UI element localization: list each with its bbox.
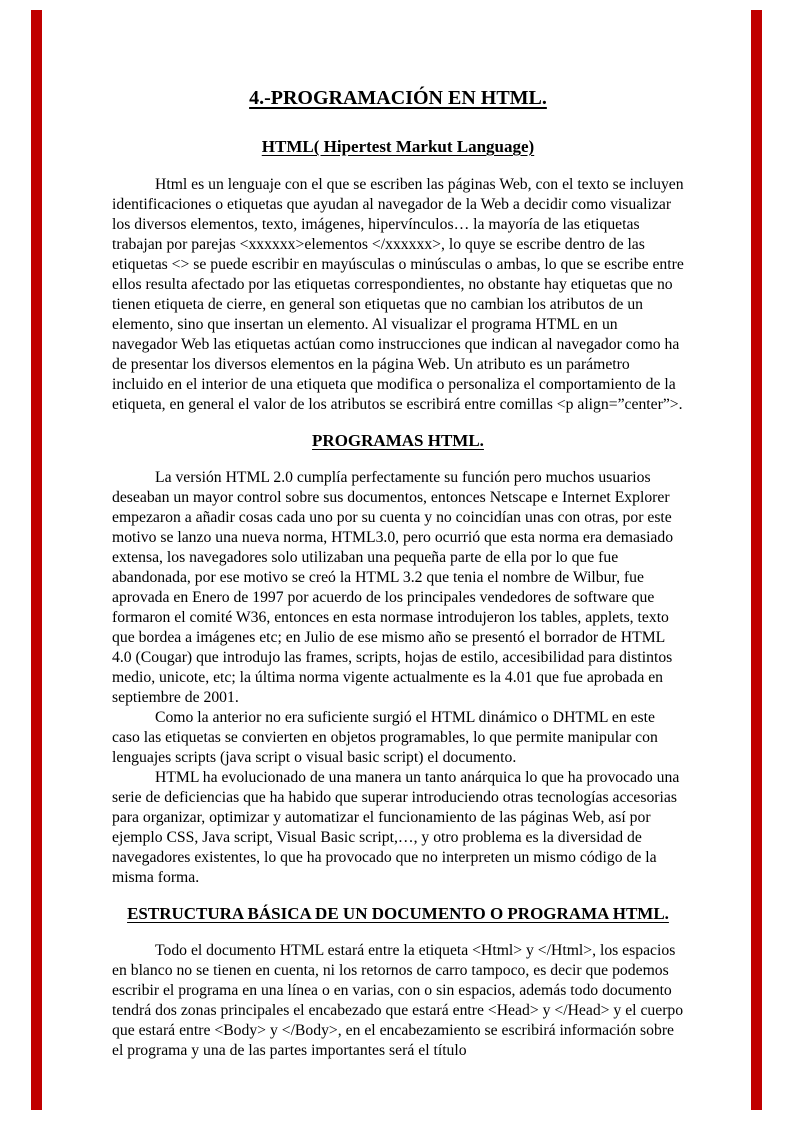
page-title: 4.-PROGRAMACIÓN EN HTML. <box>249 87 547 109</box>
document-page <box>112 86 684 1061</box>
body-paragraph: Como la anterior no era suficiente surgió el HTML dinámico o DHTML en este caso las etiquetas se convierten en objetos programables, lo que permite manipular con lenguajes scripts (java script o visual basic script) el documento. <box>112 709 658 766</box>
page-subtitle: HTML( Hipertest Markut Language) <box>261 137 535 156</box>
body-paragraph: Html es un lenguaje con el que se escriben las páginas Web, con el texto se incluyen identificaciones o etiquetas que ayudan al navegador de la Web a decidir como visualizar los diversos elementos, texto, imágenes, hipervínculos… la mayoría de las etiquetas trabajan por parejas <xxxxxx>elementos </xxxxxx>, lo quye se escribe dentro de las etiquetas <> se puede escribir en mayúsculas o minúsculas o ambas, lo que se escribe entre ellos resulta afectado por las etiquetas correspondientes, no obstante hay etiquetas que no tienen etiqueta de cierre, en general son etiquetas que no cambian los atributos de un elemento, sino que insertan un elemento. Al visualizar el programa HTML en un navegador Web las etiquetas actúan como instrucciones que indican al navegador como ha de presentar los diversos elementos en la página Web. Un atributo es un parámetro incluido en el interior de una etiqueta que modifica o personaliza el comportamiento de la etiqueta, en general el valor de los atributos se escribirá entre comillas <p align=”center”>. <box>112 176 684 413</box>
body-paragraph: La versión HTML 2.0 cumplía perfectamente su función pero muchos usuarios deseaban un mayor control sobre sus documentos, entonces Netscape e Internet Explorer empezaron a añadir cosas cada uno por su cuenta y no coincidían unas con otras, por este motivo se lanzo una nueva norma, HTML3.0, pero ocurrió que esta norma era demasiado extensa, los navegadores solo utilizaban una pequeña parte de ella por lo que fue abandonada, por ese motivo se creó la HTML 3.2 que tenia el nombre de Wilbur, fue aprovada en Enero de 1997 por acuerdo de los principales vendedores de software que formaron el comité W36, entonces en esta normase introdujeron los tables, applets, texto que bordea a imágenes etc; en Julio de ese mismo año se presentó el borrador de HTML 4.0 (Cougar) que introdujo las frames, scripts, hojas de estilo, accesibilidad para distintos medio, unicote, etc; la última norma vigente actualmente es la 4.01 que fue aprobada en septiembre de 2001. <box>112 469 674 706</box>
body-paragraph: Todo el documento HTML estará entre la etiqueta <Html> y </Html>, los espacios en blanco no se tienen en cuenta, ni los retornos de carro tampoco, es decir que podemos escribir el programa en una línea o en varias, con o sin espacios, además todo documento tendrá dos zonas principales el encabezado que estará entre <Head> y </Head> y el cuerpo que estará entre <Body> y </Body>, en el encabezamiento se escribirá información sobre el programa y una de las partes importantes será el título <box>112 942 684 1059</box>
left-red-bar <box>31 10 42 1110</box>
section-heading: PROGRAMAS HTML. <box>312 431 484 450</box>
right-red-bar <box>751 10 762 1110</box>
section-heading: ESTRUCTURA BÁSICA DE UN DOCUMENTO O PROGRAMA HTML. <box>127 904 669 923</box>
body-paragraph: HTML ha evolucionado de una manera un tanto anárquica lo que ha provocado una serie de deficiencias que ha habido que superar introduciendo otras tecnologías accesorias para organizar, optimizar y automatizar el funcionamiento de las páginas Web, así por ejemplo CSS, Java script, Visual Basic script,…, y otro problema es la diversidad de navegadores existentes, lo que ha provocado que no interpreten un mismo código de la misma forma. <box>112 769 680 886</box>
document-body <box>112 175 684 1061</box>
